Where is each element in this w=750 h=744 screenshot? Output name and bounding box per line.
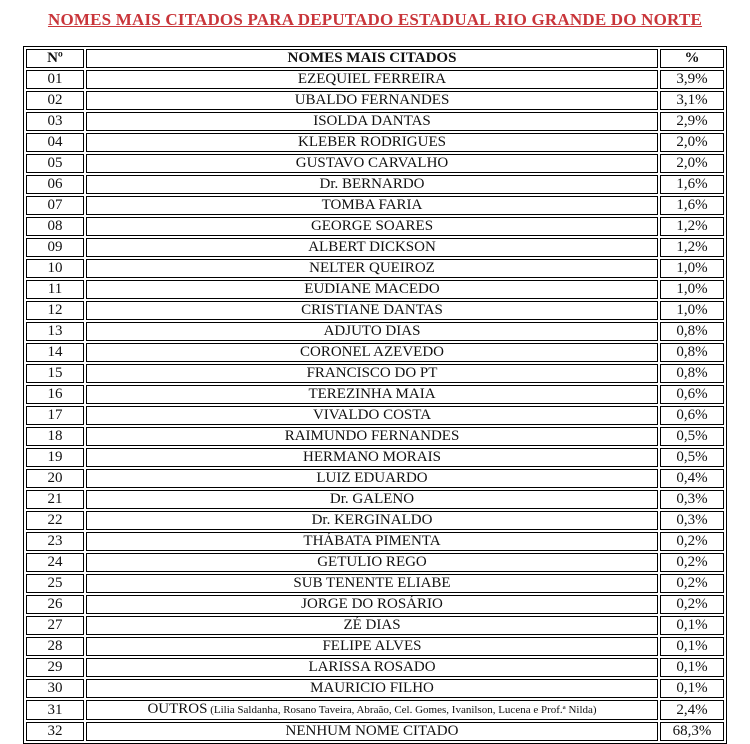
candidate-name: RAIMUNDO FERNANDES (86, 427, 658, 446)
row-number: 31 (26, 700, 84, 720)
candidate-name: CORONEL AZEVEDO (86, 343, 658, 362)
candidate-name: Dr. KERGINALDO (86, 511, 658, 530)
row-number: 04 (26, 133, 84, 152)
row-number: 02 (26, 91, 84, 110)
row-number: 22 (26, 511, 84, 530)
table-row (26, 637, 724, 656)
candidate-name: HERMANO MORAIS (86, 448, 658, 467)
row-number: 08 (26, 217, 84, 236)
row-number: 15 (26, 364, 84, 383)
row-number: 21 (26, 490, 84, 509)
row-number: 10 (26, 259, 84, 278)
table-row (26, 511, 724, 530)
citation-percent: 0,8% (660, 343, 724, 362)
table-row (26, 238, 724, 257)
row-number: 17 (26, 406, 84, 425)
candidate-name: JORGE DO ROSÁRIO (86, 595, 658, 614)
citation-percent: 0,3% (660, 490, 724, 509)
row-number: 09 (26, 238, 84, 257)
table-row (26, 469, 724, 488)
row-number: 27 (26, 616, 84, 635)
table-row (26, 70, 724, 89)
table-row (26, 406, 724, 425)
citation-percent: 2,9% (660, 112, 724, 131)
citation-percent: 1,0% (660, 259, 724, 278)
citation-percent: 1,6% (660, 175, 724, 194)
table-row (26, 154, 724, 173)
candidate-name: ISOLDA DANTAS (86, 112, 658, 131)
row-number: 05 (26, 154, 84, 173)
header-number: Nº (26, 49, 84, 68)
table-header (26, 49, 724, 68)
candidate-name: ALBERT DICKSON (86, 238, 658, 257)
row-number: 06 (26, 175, 84, 194)
row-number: 19 (26, 448, 84, 467)
citation-percent: 1,0% (660, 301, 724, 320)
others-names-detail: (Lilia Saldanha, Rosano Taveira, Abraão, Cel. Gomes, Ivanilson, Lucena e Prof.ª Nilda) (207, 704, 597, 716)
candidate-name: VIVALDO COSTA (86, 406, 658, 425)
table-body (26, 70, 724, 741)
citation-percent: 0,2% (660, 532, 724, 551)
citation-percent: 1,0% (660, 280, 724, 299)
citation-percent: 3,9% (660, 70, 724, 89)
table-row (26, 427, 724, 446)
table-row (26, 196, 724, 215)
candidate-name: SUB TENENTE ELIABE (86, 574, 658, 593)
candidate-name: MAURICIO FILHO (86, 679, 658, 698)
row-number: 03 (26, 112, 84, 131)
candidate-name: OUTROS (Lilia Saldanha, Rosano Taveira, Abraão, Cel. Gomes, Ivanilson, Lucena e Prof.ª Nilda) (86, 700, 658, 720)
table-row (26, 553, 724, 572)
citation-percent: 0,6% (660, 385, 724, 404)
candidate-name: Dr. BERNARDO (86, 175, 658, 194)
header-names: NOMES MAIS CITADOS (86, 49, 658, 68)
row-number: 30 (26, 679, 84, 698)
candidate-name: Dr. GALENO (86, 490, 658, 509)
row-number: 12 (26, 301, 84, 320)
table-row (26, 133, 724, 152)
row-number: 24 (26, 553, 84, 572)
table-row (26, 595, 724, 614)
candidate-name: NENHUM NOME CITADO (86, 722, 658, 741)
citation-percent: 0,1% (660, 637, 724, 656)
citation-percent: 1,6% (660, 196, 724, 215)
citation-percent: 1,2% (660, 217, 724, 236)
row-number: 29 (26, 658, 84, 677)
candidate-name: FELIPE ALVES (86, 637, 658, 656)
citation-percent: 68,3% (660, 722, 724, 741)
row-number: 28 (26, 637, 84, 656)
table-row (26, 343, 724, 362)
table-row (26, 532, 724, 551)
candidate-name: FRANCISCO DO PT (86, 364, 658, 383)
citation-percent: 0,8% (660, 364, 724, 383)
candidate-name: THÁBATA PIMENTA (86, 532, 658, 551)
table-row (26, 322, 724, 341)
citation-percent: 0,5% (660, 448, 724, 467)
row-number: 13 (26, 322, 84, 341)
row-number: 25 (26, 574, 84, 593)
table-row (26, 700, 724, 720)
table-row (26, 91, 724, 110)
row-number: 14 (26, 343, 84, 362)
citation-percent: 0,2% (660, 553, 724, 572)
candidate-name: LUIZ EDUARDO (86, 469, 658, 488)
candidate-name: EZEQUIEL FERREIRA (86, 70, 658, 89)
row-number: 20 (26, 469, 84, 488)
header-row (26, 49, 724, 68)
candidate-name: GETULIO REGO (86, 553, 658, 572)
row-number: 26 (26, 595, 84, 614)
citation-percent: 0,4% (660, 469, 724, 488)
row-number: 16 (26, 385, 84, 404)
cited-names-table (23, 46, 727, 744)
table-row (26, 574, 724, 593)
citation-percent: 0,2% (660, 595, 724, 614)
table-row (26, 616, 724, 635)
row-number: 07 (26, 196, 84, 215)
table-row (26, 217, 724, 236)
citation-percent: 0,2% (660, 574, 724, 593)
citation-percent: 0,1% (660, 616, 724, 635)
citation-percent: 3,1% (660, 91, 724, 110)
table-row (26, 722, 724, 741)
citation-percent: 2,4% (660, 700, 724, 720)
candidate-name: CRISTIANE DANTAS (86, 301, 658, 320)
table-row (26, 259, 724, 278)
table-row (26, 448, 724, 467)
table-row (26, 679, 724, 698)
table-row (26, 280, 724, 299)
row-number: 23 (26, 532, 84, 551)
candidate-name: EUDIANE MACEDO (86, 280, 658, 299)
citation-percent: 0,3% (660, 511, 724, 530)
citation-percent: 0,6% (660, 406, 724, 425)
citation-percent: 0,1% (660, 658, 724, 677)
candidate-name: GUSTAVO CARVALHO (86, 154, 658, 173)
table-row (26, 301, 724, 320)
candidate-name: LARISSA ROSADO (86, 658, 658, 677)
table-row (26, 385, 724, 404)
citation-percent: 1,2% (660, 238, 724, 257)
row-number: 32 (26, 722, 84, 741)
candidate-name: TOMBA FARIA (86, 196, 658, 215)
page-title: NOMES MAIS CITADOS PARA DEPUTADO ESTADUAL RIO GRANDE DO NORTE (47, 10, 703, 29)
candidate-name: NELTER QUEIROZ (86, 259, 658, 278)
table-row (26, 658, 724, 677)
table-row (26, 364, 724, 383)
table-row (26, 112, 724, 131)
citation-percent: 0,1% (660, 679, 724, 698)
candidate-name: TEREZINHA MAIA (86, 385, 658, 404)
candidate-name: KLEBER RODRIGUES (86, 133, 658, 152)
table-row (26, 175, 724, 194)
header-percent: % (660, 49, 724, 68)
row-number: 18 (26, 427, 84, 446)
candidate-name: ZÉ DIAS (86, 616, 658, 635)
row-number: 11 (26, 280, 84, 299)
citation-percent: 0,5% (660, 427, 724, 446)
row-number: 01 (26, 70, 84, 89)
citation-percent: 2,0% (660, 154, 724, 173)
candidate-name: GEORGE SOARES (86, 217, 658, 236)
table-row (26, 490, 724, 509)
candidate-name: UBALDO FERNANDES (86, 91, 658, 110)
citation-percent: 0,8% (660, 322, 724, 341)
citation-percent: 2,0% (660, 133, 724, 152)
candidate-name: ADJUTO DIAS (86, 322, 658, 341)
